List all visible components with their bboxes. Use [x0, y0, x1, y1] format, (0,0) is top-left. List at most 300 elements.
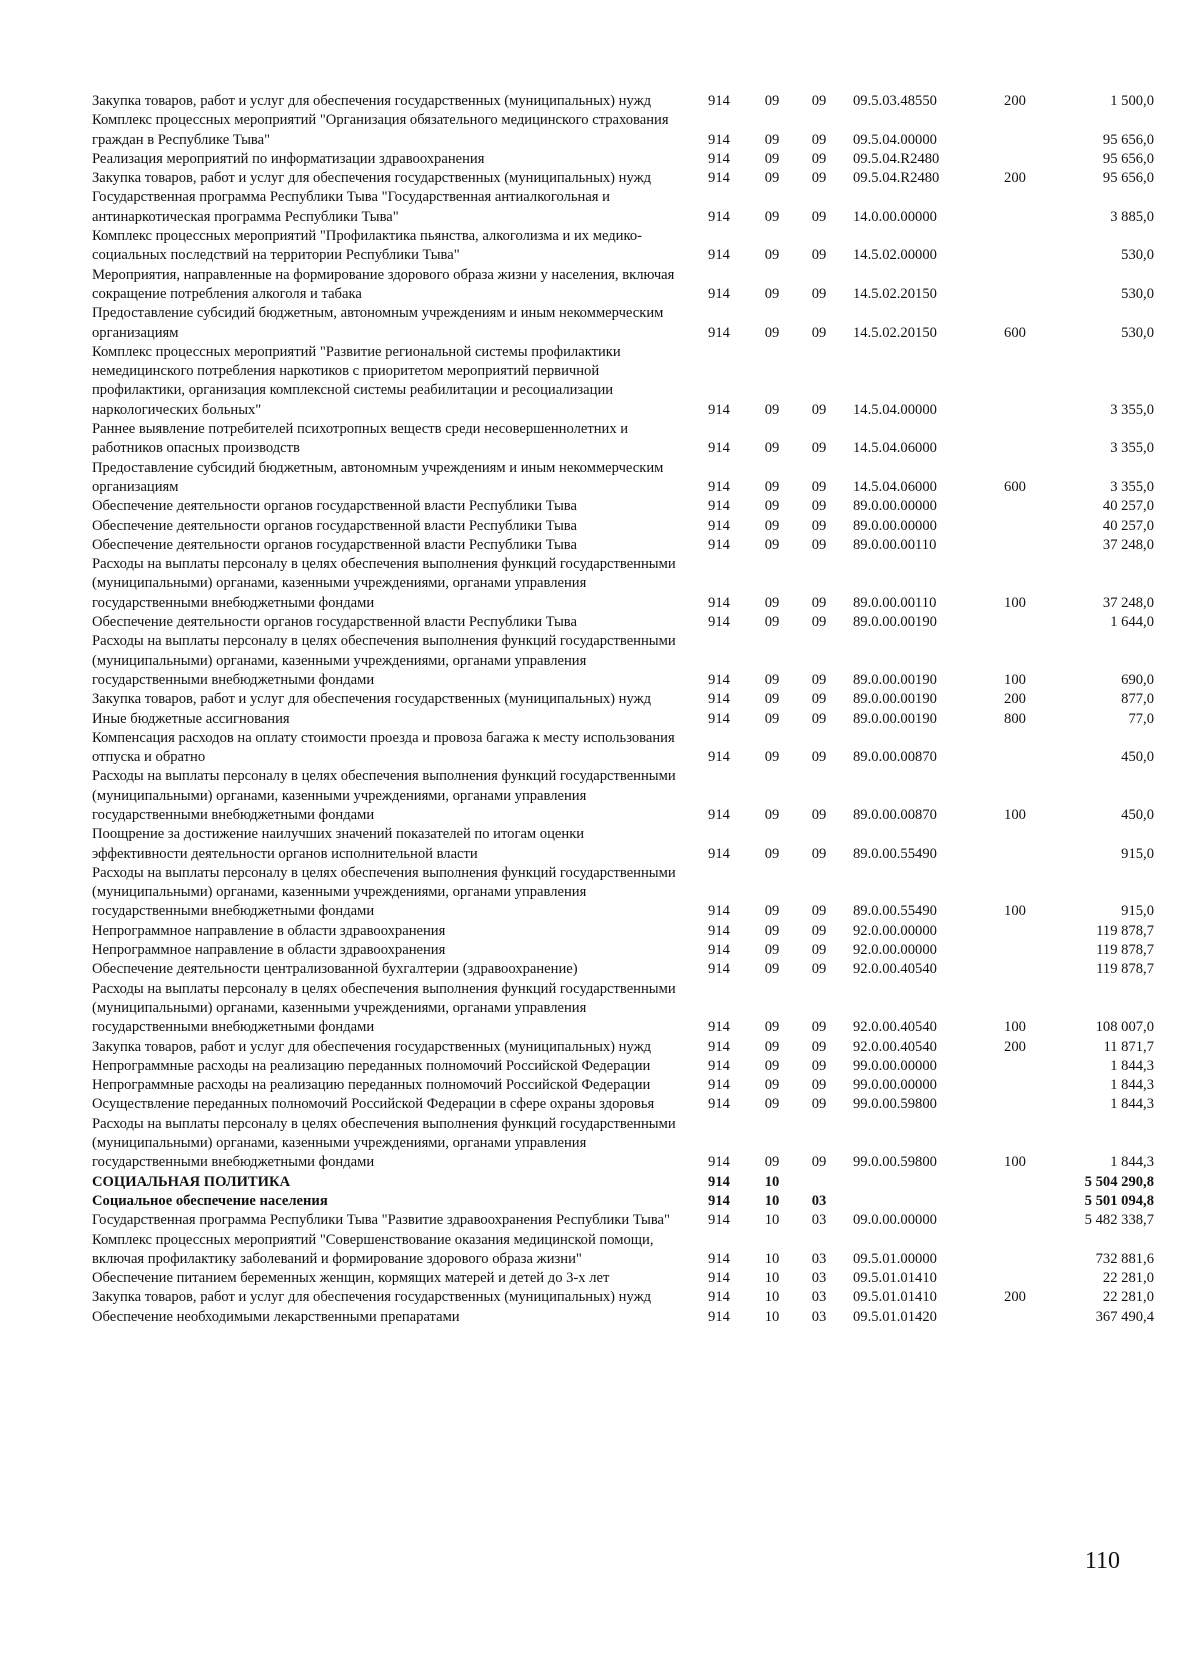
row-name: Комплекс процессных мероприятий "Профилактика пьянства, алкоголизма и их медико-социальных последствий на территории Республики Тыва"	[92, 228, 642, 264]
row-subsection-code: 09	[811, 440, 827, 457]
row-amount: 530,0	[1121, 247, 1154, 264]
row-amount: 3 885,0	[1110, 208, 1154, 225]
row-name: Комплекс процессных мероприятий "Организация обязательного медицинского страхования граждан в Республике Тыва"	[92, 112, 669, 148]
row-amount: 119 878,7	[1096, 942, 1154, 959]
row-expense-type-code: 800	[1004, 710, 1026, 727]
row-section-code: 09	[764, 961, 780, 978]
row-subsection-code: 03	[811, 1308, 827, 1325]
table-row	[92, 459, 1154, 498]
budget-table	[92, 92, 1154, 1327]
table-row	[92, 92, 1154, 111]
row-subsection-code: 09	[811, 691, 827, 708]
row-name: Расходы на выплаты персоналу в целях обеспечения выполнения функций государственными (муниципальными) органами, казенными учреждениями, органами управления государственными внебюджетными фондами	[92, 864, 676, 920]
row-subsection-code: 03	[811, 1250, 827, 1267]
row-name: Государственная программа Республики Тыва "Развитие здравоохранения Республики Тыва"	[92, 1212, 670, 1229]
row-section-code: 09	[764, 150, 780, 167]
row-section-code: 09	[764, 93, 780, 109]
row-ved-code: 914	[708, 478, 730, 495]
row-amount: 3 355,0	[1110, 401, 1154, 418]
row-amount: 530,0	[1121, 285, 1154, 302]
row-target-article-code: 92.0.00.00000	[853, 942, 937, 959]
row-section-code: 10	[764, 1192, 780, 1209]
row-amount: 119 878,7	[1096, 961, 1154, 978]
row-target-article-code: 89.0.00.00000	[853, 517, 937, 534]
row-target-article-code: 89.0.00.55490	[853, 845, 937, 862]
row-amount: 3 355,0	[1110, 440, 1154, 457]
row-ved-code: 914	[708, 1192, 730, 1209]
budget-table-body	[92, 92, 1154, 1327]
row-ved-code: 914	[708, 1077, 730, 1094]
row-expense-type-code	[985, 1173, 1045, 1192]
row-target-article-code: 09.5.01.01420	[853, 1308, 937, 1325]
row-subsection-code: 09	[811, 131, 827, 148]
table-row	[92, 1211, 1154, 1230]
row-section-code: 09	[764, 401, 780, 418]
table-row	[92, 536, 1154, 555]
table-row	[92, 690, 1154, 709]
row-ved-code: 914	[708, 903, 730, 920]
row-ved-code: 914	[708, 285, 730, 302]
row-expense-type-code	[985, 941, 1045, 960]
row-name: СОЦИАЛЬНАЯ ПОЛИТИКА	[92, 1173, 291, 1190]
row-name: Предоставление субсидий бюджетным, автономным учреждениям и иным некоммерческим организациям	[92, 305, 664, 341]
table-row	[92, 555, 1154, 613]
row-name: Осуществление переданных полномочий Российской Федерации в сфере охраны здоровья	[92, 1096, 655, 1113]
row-section-code: 09	[764, 710, 780, 727]
row-name: Непрограммное направление в области здравоохранения	[92, 942, 446, 959]
row-name: Мероприятия, направленные на формирование здорового образа жизни у населения, включая сокращение потребления алкоголя и табака	[92, 266, 675, 302]
row-name: Непрограммные расходы на реализацию переданных полномочий Российской Федерации	[92, 1077, 651, 1094]
row-subsection-code: 09	[811, 324, 827, 341]
page-number: 110	[1084, 1548, 1120, 1574]
row-ved-code: 914	[708, 594, 730, 611]
table-row	[92, 864, 1154, 922]
table-row	[92, 960, 1154, 979]
row-ved-code: 914	[708, 536, 730, 553]
row-expense-type-code	[985, 922, 1045, 941]
row-section-code: 09	[764, 285, 780, 302]
row-amount: 95 656,0	[1102, 150, 1154, 167]
row-ved-code: 914	[708, 749, 730, 766]
row-amount: 732 881,6	[1095, 1250, 1154, 1267]
row-expense-type-code	[985, 150, 1045, 169]
row-section-code: 10	[764, 1173, 780, 1190]
row-ved-code: 914	[708, 498, 730, 515]
row-section-code: 09	[764, 478, 780, 495]
table-row	[92, 1038, 1154, 1057]
row-expense-type-code	[985, 536, 1045, 555]
row-name: Расходы на выплаты персоналу в целях обеспечения выполнения функций государственными (муниципальными) органами, казенными учреждениями, органами управления государственными внебюджетными фондами	[92, 980, 676, 1036]
row-target-article-code: 09.0.00.00000	[853, 1212, 937, 1229]
row-target-article-code: 09.5.04.00000	[853, 131, 937, 148]
row-amount: 450,0	[1121, 749, 1154, 766]
row-subsection-code	[797, 1173, 841, 1192]
row-target-article-code: 14.5.02.20150	[853, 324, 937, 341]
row-name: Закупка товаров, работ и услуг для обеспечения государственных (муниципальных) нужд	[92, 1038, 652, 1055]
row-name: Непрограммные расходы на реализацию переданных полномочий Российской Федерации	[92, 1057, 651, 1074]
row-expense-type-code	[985, 111, 1045, 150]
row-amount: 915,0	[1121, 845, 1154, 862]
row-target-article-code: 89.0.00.00190	[853, 614, 937, 631]
table-row	[92, 1288, 1154, 1307]
row-amount: 95 656,0	[1102, 131, 1154, 148]
row-expense-type-code	[985, 1231, 1045, 1270]
row-expense-type-code: 200	[1004, 170, 1026, 187]
table-row	[92, 517, 1154, 536]
table-row	[92, 1269, 1154, 1288]
table-row	[92, 1115, 1154, 1173]
row-section-code: 09	[764, 903, 780, 920]
row-section-code: 09	[764, 671, 780, 688]
row-subsection-code: 09	[811, 1038, 827, 1055]
row-subsection-code: 09	[811, 922, 827, 939]
row-expense-type-code: 600	[1004, 478, 1026, 495]
row-expense-type-code: 100	[1004, 903, 1026, 920]
row-subsection-code: 03	[811, 1212, 827, 1229]
row-name: Поощрение за достижение наилучших значений показателей по итогам оценки эффективности деятельности органов исполнительной власти	[92, 826, 585, 862]
row-subsection-code: 09	[811, 536, 827, 553]
row-target-article-code: 89.0.00.00110	[853, 536, 937, 553]
row-subsection-code: 09	[811, 961, 827, 978]
row-expense-type-code: 200	[1004, 93, 1026, 109]
row-name: Государственная программа Республики Тыва "Государственная антиалкогольная и антинаркотическая программа Республики Тыва"	[92, 189, 610, 225]
row-subsection-code: 09	[811, 845, 827, 862]
row-amount: 530,0	[1121, 324, 1154, 341]
row-section-code: 09	[764, 1154, 780, 1171]
row-target-article-code: 89.0.00.00110	[853, 594, 937, 611]
row-amount: 37 248,0	[1102, 536, 1154, 553]
row-section-code: 09	[764, 536, 780, 553]
row-ved-code: 914	[708, 922, 730, 939]
row-amount: 108 007,0	[1095, 1019, 1154, 1036]
row-target-article-code: 89.0.00.00190	[853, 691, 937, 708]
row-section-code: 09	[764, 170, 780, 187]
row-ved-code: 914	[708, 131, 730, 148]
row-target-article-code: 89.0.00.00190	[853, 671, 937, 688]
row-expense-type-code	[985, 517, 1045, 536]
row-section-code: 09	[764, 208, 780, 225]
row-section-code: 10	[764, 1250, 780, 1267]
row-name: Закупка товаров, работ и услуг для обеспечения государственных (муниципальных) нужд	[92, 93, 652, 109]
row-ved-code: 914	[708, 247, 730, 264]
table-row	[92, 150, 1154, 169]
row-target-article-code: 14.5.04.00000	[853, 401, 937, 418]
row-expense-type-code	[985, 825, 1045, 864]
row-subsection-code: 09	[811, 93, 827, 109]
row-section-code: 09	[764, 614, 780, 631]
table-row	[92, 266, 1154, 305]
row-name: Обеспечение деятельности органов государственной власти Республики Тыва	[92, 614, 577, 631]
row-subsection-code: 09	[811, 671, 827, 688]
row-expense-type-code	[985, 1211, 1045, 1230]
row-ved-code: 914	[708, 845, 730, 862]
row-amount: 22 281,0	[1102, 1289, 1154, 1306]
row-target-article-code: 89.0.00.00000	[853, 498, 937, 515]
table-row	[92, 1076, 1154, 1095]
row-name: Иные бюджетные ассигнования	[92, 710, 290, 727]
row-name: Закупка товаров, работ и услуг для обеспечения государственных (муниципальных) нужд	[92, 1289, 652, 1306]
row-expense-type-code: 100	[1004, 1154, 1026, 1171]
row-target-article-code: 99.0.00.00000	[853, 1077, 937, 1094]
row-section-code: 09	[764, 922, 780, 939]
table-row	[92, 169, 1154, 188]
row-name: Реализация мероприятий по информатизации здравоохранения	[92, 150, 485, 167]
row-expense-type-code	[985, 497, 1045, 516]
row-amount: 1 844,3	[1110, 1057, 1154, 1074]
row-section-code: 10	[764, 1212, 780, 1229]
row-expense-type-code: 100	[1004, 806, 1026, 823]
table-row	[92, 304, 1154, 343]
row-target-article-code: 14.5.04.06000	[853, 440, 937, 457]
row-amount: 5 501 094,8	[1084, 1192, 1154, 1209]
row-subsection-code: 09	[811, 1019, 827, 1036]
row-target-article-code: 09.5.01.01410	[853, 1270, 937, 1287]
row-name: Комплекс процессных мероприятий "Совершенствование оказания медицинской помощи, включая профилактику заболеваний и формирование здорового образа жизни"	[92, 1231, 654, 1267]
row-amount: 690,0	[1121, 671, 1154, 688]
row-amount: 1 644,0	[1110, 614, 1154, 631]
row-target-article-code	[841, 1173, 985, 1192]
row-target-article-code: 99.0.00.59800	[853, 1096, 937, 1113]
row-subsection-code: 09	[811, 1057, 827, 1074]
row-amount: 1 500,0	[1110, 93, 1154, 109]
table-row	[92, 1231, 1154, 1270]
row-name: Компенсация расходов на оплату стоимости проезда и провоза багажа к месту использования отпуска и обратно	[92, 729, 675, 766]
row-expense-type-code	[985, 420, 1045, 459]
row-target-article-code: 92.0.00.40540	[853, 1019, 937, 1036]
row-name: Расходы на выплаты персоналу в целях обеспечения выполнения функций государственными (муниципальными) органами, казенными учреждениями, органами управления государственными внебюджетными фондами	[92, 1115, 676, 1171]
row-section-code: 09	[764, 749, 780, 766]
row-subsection-code: 09	[811, 1154, 827, 1171]
row-amount: 77,0	[1128, 710, 1154, 727]
row-amount: 22 281,0	[1102, 1270, 1154, 1287]
row-ved-code: 914	[708, 961, 730, 978]
row-expense-type-code	[985, 1076, 1045, 1095]
row-name: Обеспечение необходимыми лекарственными препаратами	[92, 1308, 460, 1325]
row-expense-type-code	[985, 1057, 1045, 1076]
row-name: Обеспечение деятельности органов государственной власти Республики Тыва	[92, 536, 577, 553]
row-subsection-code: 09	[811, 942, 827, 959]
row-ved-code: 914	[708, 1289, 730, 1306]
row-section-code: 09	[764, 498, 780, 515]
row-name: Обеспечение деятельности централизованной бухгалтерии (здравоохранение)	[92, 961, 578, 978]
row-expense-type-code	[985, 1192, 1045, 1211]
row-ved-code: 914	[708, 1250, 730, 1267]
row-name: Обеспечение деятельности органов государственной власти Республики Тыва	[92, 517, 577, 534]
row-name: Раннее выявление потребителей психотропных веществ среди несовершеннолетних и работников опасных производств	[92, 421, 629, 457]
table-row	[92, 227, 1154, 266]
row-name: Закупка товаров, работ и услуг для обеспечения государственных (муниципальных) нужд	[92, 691, 652, 708]
row-ved-code: 914	[708, 806, 730, 823]
row-subsection-code: 09	[811, 710, 827, 727]
row-section-code: 10	[764, 1270, 780, 1287]
row-name: Социальное обеспечение населения	[92, 1192, 328, 1209]
row-section-code: 09	[764, 1077, 780, 1094]
row-subsection-code: 09	[811, 150, 827, 167]
row-section-code: 09	[764, 131, 780, 148]
row-section-code: 09	[764, 691, 780, 708]
row-ved-code: 914	[708, 93, 730, 109]
row-expense-type-code: 100	[1004, 671, 1026, 688]
row-ved-code: 914	[708, 208, 730, 225]
row-ved-code: 914	[708, 150, 730, 167]
row-section-code: 09	[764, 806, 780, 823]
table-row	[92, 497, 1154, 516]
row-subsection-code: 09	[811, 285, 827, 302]
row-expense-type-code	[985, 613, 1045, 632]
table-row	[92, 767, 1154, 825]
row-name: Расходы на выплаты персоналу в целях обеспечения выполнения функций государственными (муниципальными) органами, казенными учреждениями, органами управления государственными внебюджетными фондами	[92, 633, 676, 688]
row-amount: 119 878,7	[1096, 922, 1154, 939]
row-expense-type-code	[985, 266, 1045, 305]
row-target-article-code: 09.5.03.48550	[853, 93, 937, 109]
row-section-code: 09	[764, 1038, 780, 1055]
row-name: Предоставление субсидий бюджетным, автономным учреждениям и иным некоммерческим организациям	[92, 459, 664, 495]
row-expense-type-code: 200	[1004, 691, 1026, 708]
row-ved-code: 914	[708, 1038, 730, 1055]
row-section-code: 09	[764, 1057, 780, 1074]
row-ved-code: 914	[708, 691, 730, 708]
row-subsection-code: 09	[811, 806, 827, 823]
row-expense-type-code	[985, 1308, 1045, 1327]
row-section-code: 09	[764, 440, 780, 457]
row-amount: 40 257,0	[1102, 498, 1154, 515]
table-row	[92, 941, 1154, 960]
row-subsection-code: 09	[811, 614, 827, 631]
row-amount: 1 844,3	[1110, 1077, 1154, 1094]
table-row	[92, 632, 1154, 690]
row-target-article-code: 14.5.04.06000	[853, 478, 937, 495]
row-expense-type-code	[985, 1269, 1045, 1288]
row-ved-code: 914	[708, 1308, 730, 1325]
table-row	[92, 1308, 1154, 1327]
row-subsection-code: 09	[811, 903, 827, 920]
row-section-code: 09	[764, 247, 780, 264]
row-name: Обеспечение деятельности органов государственной власти Республики Тыва	[92, 498, 577, 515]
row-target-article-code: 92.0.00.40540	[853, 961, 937, 978]
row-ved-code: 914	[708, 710, 730, 727]
row-amount: 5 482 338,7	[1084, 1212, 1154, 1229]
row-name: Комплекс процессных мероприятий "Развитие региональной системы профилактики немедицинского потребления наркотиков с приоритетом мероприятий первичной профилактики, организация комплексной системы реабилитации и ресоциализации наркологических больных"	[92, 343, 621, 418]
row-target-article-code: 89.0.00.55490	[853, 903, 937, 920]
row-ved-code: 914	[708, 1212, 730, 1229]
table-row	[92, 1173, 1154, 1192]
row-amount: 40 257,0	[1102, 517, 1154, 534]
row-expense-type-code	[985, 729, 1045, 768]
row-subsection-code: 09	[811, 749, 827, 766]
row-target-article-code: 14.5.02.00000	[853, 247, 937, 264]
row-target-article-code: 14.0.00.00000	[853, 208, 937, 225]
row-subsection-code: 09	[811, 1077, 827, 1094]
row-expense-type-code: 200	[1004, 1038, 1026, 1055]
row-ved-code: 914	[708, 1270, 730, 1287]
row-subsection-code: 09	[811, 1096, 827, 1113]
row-amount: 11 871,7	[1103, 1038, 1154, 1055]
row-name: Расходы на выплаты персоналу в целях обеспечения выполнения функций государственными (муниципальными) органами, казенными учреждениями, органами управления государственными внебюджетными фондами	[92, 556, 676, 611]
row-name: Расходы на выплаты персоналу в целях обеспечения выполнения функций государственными (муниципальными) органами, казенными учреждениями, органами управления государственными внебюджетными фондами	[92, 768, 676, 823]
row-amount: 5 504 290,8	[1084, 1173, 1154, 1190]
row-section-code: 09	[764, 517, 780, 534]
row-expense-type-code: 200	[1004, 1289, 1026, 1306]
row-amount: 1 844,3	[1110, 1154, 1154, 1171]
row-subsection-code: 09	[811, 498, 827, 515]
row-ved-code: 914	[708, 1154, 730, 1171]
row-section-code: 09	[764, 845, 780, 862]
row-section-code: 09	[764, 594, 780, 611]
row-ved-code: 914	[708, 401, 730, 418]
row-ved-code: 914	[708, 1057, 730, 1074]
row-target-article-code	[841, 1192, 985, 1211]
row-target-article-code: 89.0.00.00190	[853, 710, 937, 727]
row-name: Обеспечение питанием беременных женщин, кормящих матерей и детей до 3-х лет	[92, 1270, 610, 1287]
row-subsection-code: 03	[811, 1192, 827, 1209]
row-target-article-code: 09.5.04.R2480	[853, 170, 940, 187]
row-section-code: 10	[764, 1289, 780, 1306]
row-subsection-code: 09	[811, 401, 827, 418]
table-row	[92, 188, 1154, 227]
table-row	[92, 111, 1154, 150]
row-amount: 450,0	[1121, 806, 1154, 823]
row-section-code: 09	[764, 942, 780, 959]
row-target-article-code: 09.5.01.00000	[853, 1250, 937, 1267]
row-subsection-code: 09	[811, 208, 827, 225]
row-target-article-code: 89.0.00.00870	[853, 749, 937, 766]
row-amount: 915,0	[1121, 903, 1154, 920]
row-subsection-code: 09	[811, 170, 827, 187]
row-expense-type-code	[985, 227, 1045, 266]
row-expense-type-code	[985, 343, 1045, 420]
row-target-article-code: 99.0.00.00000	[853, 1057, 937, 1074]
row-subsection-code: 09	[811, 247, 827, 264]
row-target-article-code: 92.0.00.00000	[853, 922, 937, 939]
row-subsection-code: 03	[811, 1270, 827, 1287]
row-amount: 877,0	[1121, 691, 1154, 708]
row-subsection-code: 09	[811, 478, 827, 495]
row-ved-code: 914	[708, 671, 730, 688]
table-row	[92, 980, 1154, 1038]
row-ved-code: 914	[708, 170, 730, 187]
row-target-article-code: 09.5.04.R2480	[853, 150, 940, 167]
table-row	[92, 825, 1154, 864]
row-ved-code: 914	[708, 324, 730, 341]
row-ved-code: 914	[708, 942, 730, 959]
row-amount: 95 656,0	[1102, 170, 1154, 187]
table-row	[92, 420, 1154, 459]
row-ved-code: 914	[708, 517, 730, 534]
row-expense-type-code: 600	[1004, 324, 1026, 341]
row-expense-type-code: 100	[1004, 1019, 1026, 1036]
table-row	[92, 729, 1154, 768]
row-ved-code: 914	[708, 1096, 730, 1113]
table-row	[92, 343, 1154, 420]
row-amount: 367 490,4	[1095, 1308, 1154, 1325]
table-row	[92, 1057, 1154, 1076]
row-section-code: 10	[764, 1308, 780, 1325]
row-amount: 1 844,3	[1110, 1096, 1154, 1113]
row-ved-code: 914	[708, 614, 730, 631]
row-target-article-code: 14.5.02.20150	[853, 285, 937, 302]
row-expense-type-code: 100	[1004, 594, 1026, 611]
row-ved-code: 914	[708, 440, 730, 457]
row-section-code: 09	[764, 324, 780, 341]
row-expense-type-code	[985, 188, 1045, 227]
row-subsection-code: 03	[811, 1289, 827, 1306]
table-row	[92, 710, 1154, 729]
table-row	[92, 1192, 1154, 1211]
row-target-article-code: 92.0.00.40540	[853, 1038, 937, 1055]
row-subsection-code: 09	[811, 594, 827, 611]
table-row	[92, 1095, 1154, 1114]
row-section-code: 09	[764, 1096, 780, 1113]
